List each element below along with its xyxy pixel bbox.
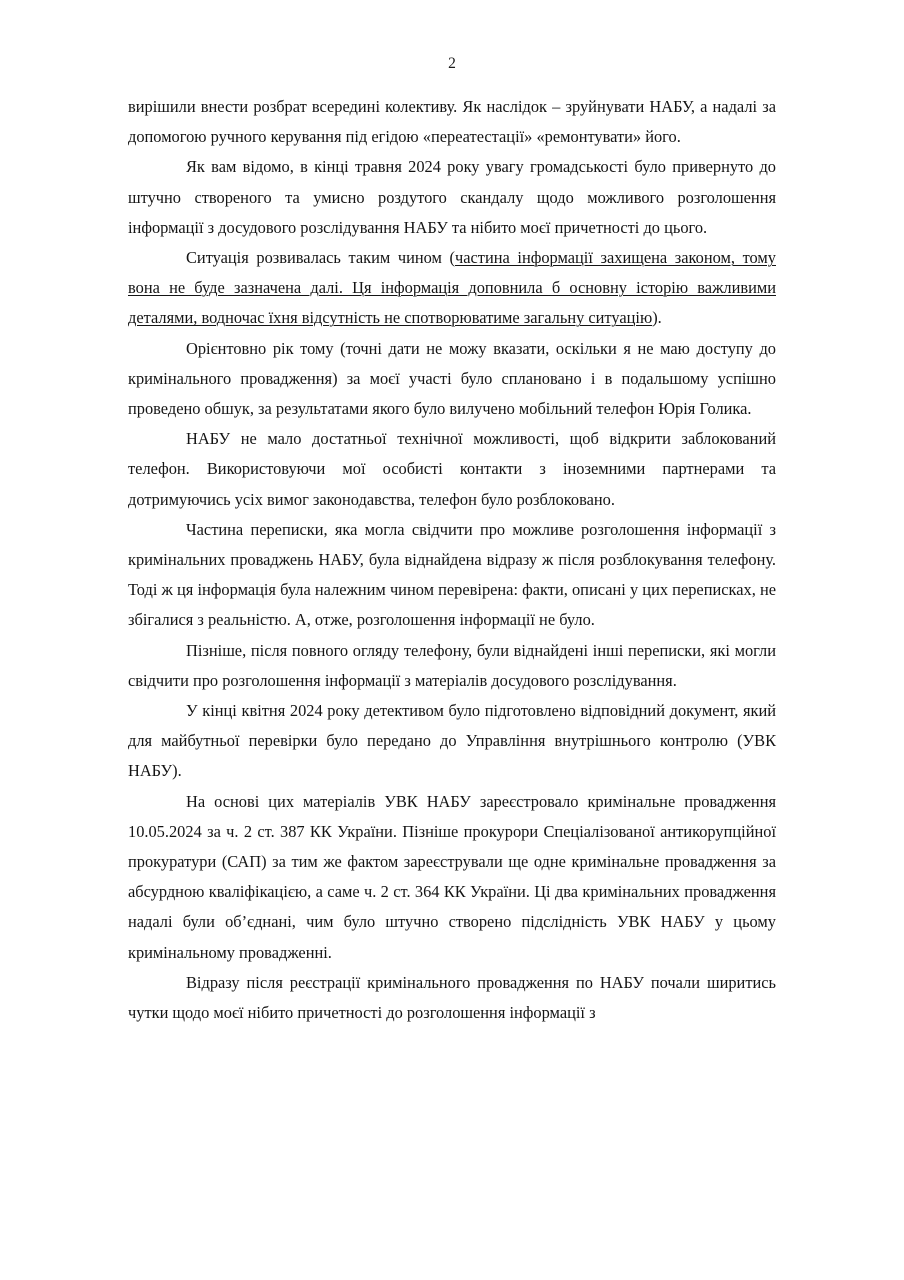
paragraph [128,696,776,787]
text-run: Пізніше, після повного огляду телефону, були віднайдені інші переписки, які могли свідчити про розголошення інформації з матеріалів досудового розслідування. [128,640,776,690]
document-body [128,92,776,1028]
paragraph [128,92,776,152]
text-run: Орієнтовно рік тому (точні дати не можу вказати, оскільки я не маю доступу до кримінального провадження) за моєї участі було сплановано і в подальшому успішно проведено обшук, за результатами якого було вилучено мобільний телефон Юрія Голика. [128,338,776,419]
text-run: Ситуація розвивалась таким чином ( [186,248,455,268]
text-run: На основі цих матеріалів УВК НАБУ зареєстровало кримінальне провадження 10.05.2024 за ч. 2 ст. 387 КК України. Пізніше прокурори Спеціалізованої антикорупційної прокуратури (САП) за тим же фактом зареєстрували ще одне кримінальне провадження за абсурдною кваліфікацією, а саме ч. 2 ст. 364 КК України. Ці два кримінальних провадження надалі були об’єднані, чим було штучно створено підслідність УВК НАБУ у цьому кримінальному провадженні. [128,791,776,962]
text-run: У кінці квітня 2024 року детективом було підготовлено відповідний документ, який для майбутньої перевірки було передано до Управління внутрішнього контролю (УВК НАБУ). [128,701,776,781]
underlined-text-run: частина інформації захищена законом, тому вона не буде зазначена далі. Ця інформація доповнила б основну історію важливими деталями, водночас їхня відсутність не спотворюватиме загальну ситуацію [128,248,776,328]
page-number: 2 [448,55,456,72]
paragraph [128,515,776,636]
paragraph [128,334,776,425]
text-run: Як вам відомо, в кінці травня 2024 року увагу громадськості було привернуто до штучно створеного та умисно роздутого скандалу щодо можливого розголошення інформації з досудового розслідування НАБУ та нібито моєї причетності до цього. [128,157,776,237]
paragraph [128,424,776,515]
paragraph [128,243,776,334]
paragraph [128,636,776,696]
text-run: Відразу після реєстрації кримінального провадження по НАБУ почали ширитись чутки щодо моєї нібито причетності до розголошення інформації з [128,972,776,1023]
text-run: Частина переписки, яка могла свідчити про можливе розголошення інформації з кримінальних проваджень НАБУ, була віднайдена відразу ж після розблокування телефону. Тоді ж ця інформація була належним чином перевірена: факти, описані у цих переписках, не збігалися з реальністю. А, отже, розголошення інформації не було. [128,519,776,630]
paragraph [128,152,776,243]
text-run: НАБУ не мало достатньої технічної можливості, щоб відкрити заблокований телефон. Використовуючи мої особисті контакти з іноземними партнерами та дотримуючись усіх вимог законодавства, телефон було розблоковано. [128,429,776,509]
paragraph [128,968,776,1028]
text-run: вирішили внести розбрат всередині колективу. Як наслідок – зруйнувати НАБУ, а надалі за допомогою ручного керування під егідою «переатестації» «ремонтувати» його. [128,97,776,147]
text-run: ). [652,308,662,328]
paragraph [128,787,776,968]
